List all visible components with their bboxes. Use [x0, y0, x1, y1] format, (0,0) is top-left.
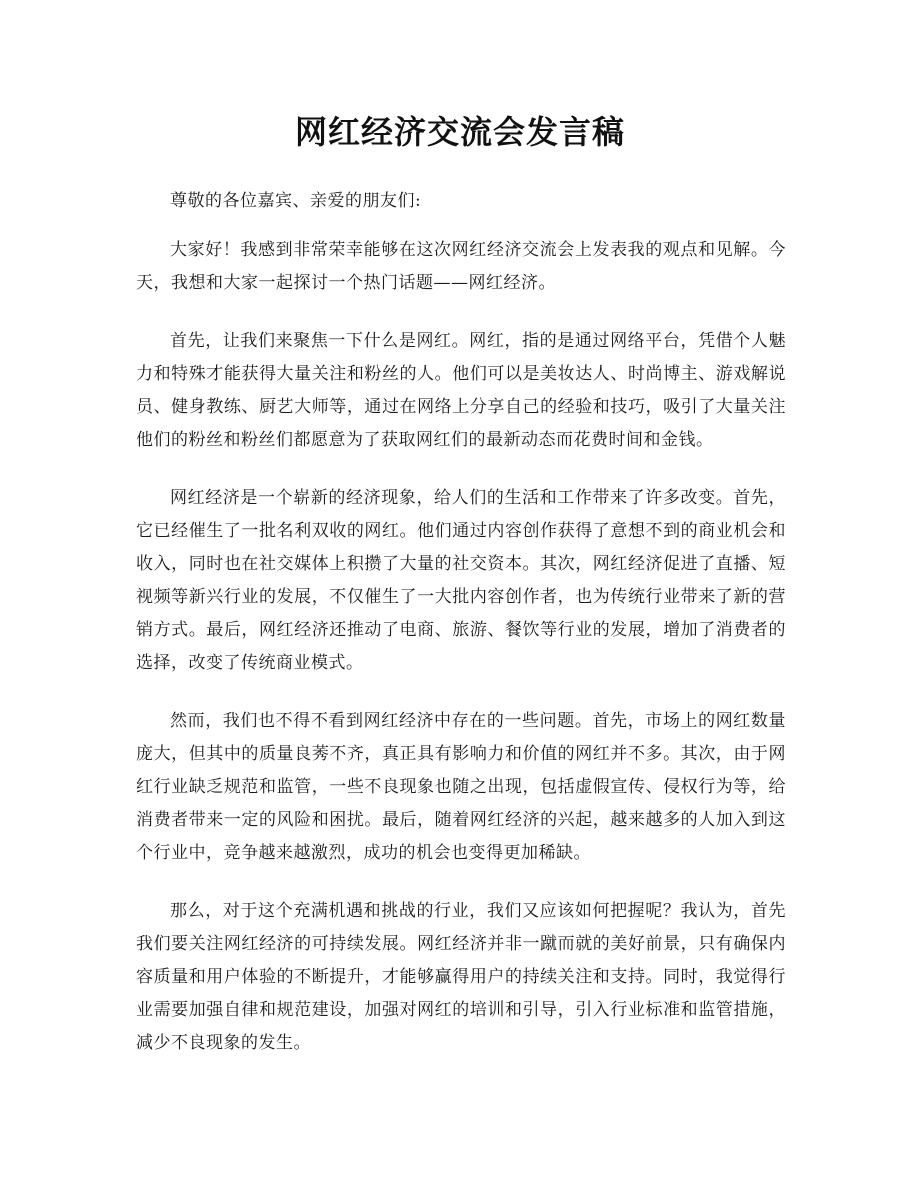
document-body — [136, 185, 786, 1085]
paragraph-greeting: 尊敬的各位嘉宾、亲爱的朋友们: — [170, 191, 422, 211]
paragraph-definition: 首先，让我们来聚焦一下什么是网红。网红，指的是通过网络平台，凭借个人魅力和特殊才能获得大量关注和粉丝的人。他们可以是美妆达人、时尚博主、游戏解说员、健身教练、厨艺大师等，通过在网络上分享自己的经验和技巧，吸引了大量关注他们的粉丝和粉丝们都愿意为了获取网红们的最新动态而花费时间和金钱。 — [136, 331, 786, 450]
paragraph-impact: 网红经济是一个崭新的经济现象，给人们的生活和工作带来了许多改变。首先，它已经催生了一批名利双收的网红。他们通过内容创作获得了意想不到的商业机会和收入，同时也在社交媒体上积攒了大量的社交资本。其次，网红经济促进了直播、短视频等新兴行业的发展，不仅催生了一大批内容创作者，也为传统行业带来了新的营销方式。最后，网红经济还推动了电商、旅游、餐饮等行业的发展，增加了消费者的选择，改变了传统商业模式。 — [136, 488, 786, 673]
paragraph-problems: 然而，我们也不得不看到网红经济中存在的一些问题。首先，市场上的网红数量庞大，但其中的质量良莠不齐，真正具有影响力和价值的网红并不多。其次，由于网红行业缺乏规范和监管，一些不良现象也随之出现，包括虚假宣传、侵权行为等，给消费者带来一定的风险和困扰。最后，随着网红经济的兴起，越来越多的人加入到这个行业中，竞争越来越激烈，成功的机会也变得更加稀缺。 — [136, 711, 786, 863]
document-title: 网红经济交流会发言稿 — [294, 113, 625, 151]
paragraph-solutions: 那么，对于这个充满机遇和挑战的行业，我们又应该如何把握呢？我认为，首先我们要关注网红经济的可持续发展。网红经济并非一蹴而就的美好前景，只有确保内容质量和用户体验的不断提升，才能够赢得用户的持续关注和支持。同时，我觉得行业需要加强自律和规范建设，加强对网红的培训和引导，引入行业标准和监管措施，减少不良现象的发生。 — [136, 901, 786, 1053]
paragraph-intro: 大家好！我感到非常荣幸能够在这次网红经济交流会上发表我的观点和见解。今天，我想和大家一起探讨一个热门话题——网红经济。 — [136, 240, 786, 293]
